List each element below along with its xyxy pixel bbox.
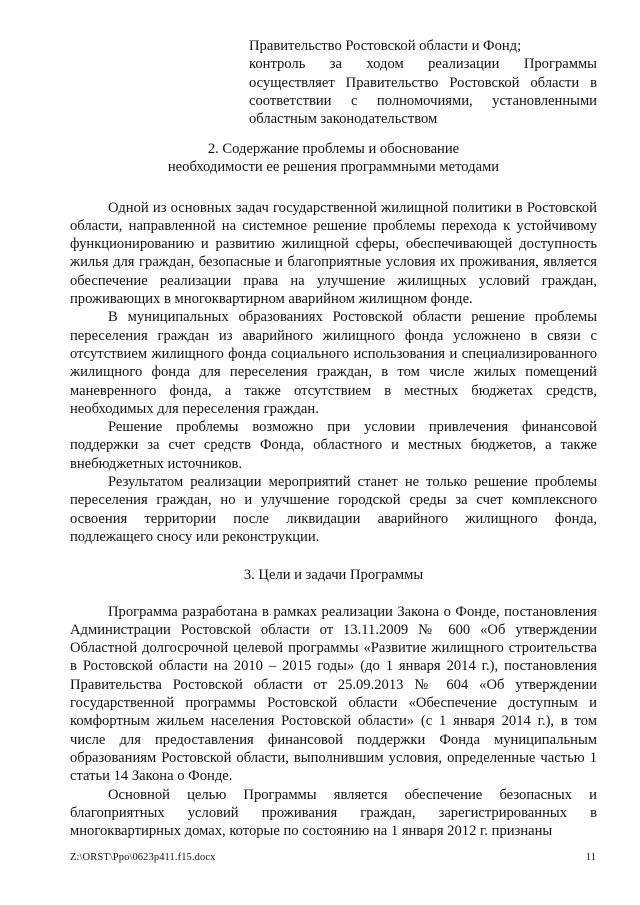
- section-2-paragraph-2: В муниципальных образованиях Ростовской области решение проблемы переселения граждан из аварийного жилищного фонда усложнено в связи с отсутствием жилищного фонда социального использования и специализированного жилищного фонда для переселения граждан, в том числе жилых помещений маневренного фонда, а также отсутствием в местных бюджетах средств, необходимых для переселения граждан.: [70, 309, 597, 417]
- intro-block: [249, 37, 597, 128]
- intro-line: Правительство Ростовской области и Фонд;: [249, 38, 522, 54]
- main-content: [70, 140, 597, 840]
- section-2-paragraph-4: Результатом реализации мероприятий станет не только решение проблемы переселения граждан, но и улучшение городской среды за счет комплексного освоения территории после ликвидации аварийного жилищного фонда, подлежащего сносу или реконструкции.: [70, 474, 597, 545]
- section-2-heading: [70, 140, 597, 177]
- section-2-paragraph-3: Решение проблемы возможно при условии привлечения финансовой поддержки за счет средств Фонда, областного и местных бюджетов, а также внебюджетных источников.: [70, 419, 597, 472]
- footer-file-path: Z:\ORST\Ppo\0623p411.f15.docx: [70, 852, 216, 863]
- footer-page-number: 11: [585, 852, 596, 863]
- section-3-paragraph-2: Основной целью Программы является обеспечение безопасных и благоприятных условий проживания граждан, зарегистрированных в многоквартирных домах, которые по состоянию на 1 января 2012 г. признаны: [70, 786, 597, 840]
- intro-paragraph: контроль за ходом реализации Программы осуществляет Правительство Ростовской области в соответствии с полномочиями, установленными областным законодательством: [249, 56, 597, 128]
- section-2-heading-line-2: необходимости ее решения программными методами: [167, 159, 500, 176]
- section-2-heading-line-1: 2. Содержание проблемы и обоснование: [207, 141, 460, 157]
- section-2-paragraph-1: Одной из основных задач государственной жилищной политики в Ростовской области, направленной на системное решение проблемы перехода к устойчивому функционированию и развитию жилищной сферы, обеспечивающей доступность жилья для граждан, безопасные и благоприятные условия их проживания, является обеспечение реализации права на улучшение жилищных условий граждан, проживающих в многоквартирном аварийном жилищном фонде.: [70, 199, 597, 308]
- section-3-heading: 3. Цели и задачи Программы: [243, 567, 424, 584]
- section-3-paragraph-1: Программа разработана в рамках реализации Закона о Фонде, постановления Администрации Ростовской области от 13.11.2009 № 600 «Об утверждении Областной долгосрочной целевой программы «Развитие жилищного строительства в Ростовской области на 2010 – 2015 годы» (до 1 января 2014 г.), постановления Правительства Ростовской области от 25.09.2013 № 604 «Об утверждении государственной программы Ростовской области «Обеспечение доступным и комфортным жильем населения Ростовской области» (с 1 января 2014 г.), в том числе для предоставления финансовой поддержки Фонда муниципальным образованиям Ростовской области, выполнившим условия, определенные частью 1 статьи 14 Закона о Фонде.: [70, 603, 597, 785]
